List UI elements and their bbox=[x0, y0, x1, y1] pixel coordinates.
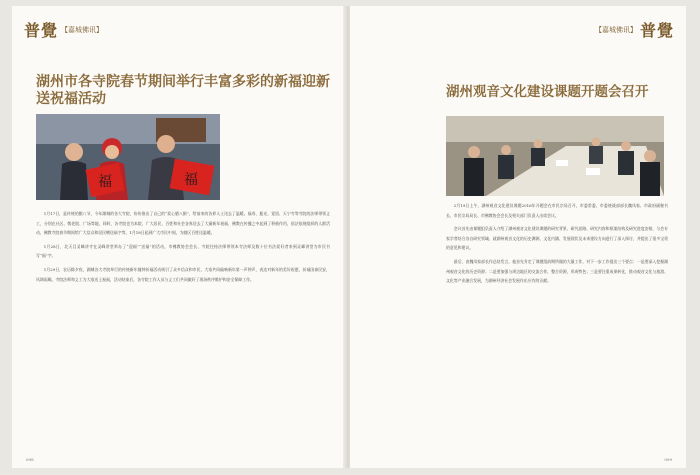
right-paragraph: 最后，由魏凤家部长作总结发言，他首先肯定了课题组前期所做的大量工作，对下一步工作提出三个要点：一是要深入挖掘湖州观音文化的历史资源；二是要加强与周边地区的交流合作，整合资源，形成特色；三是要注重成果转化，推动观音文化与旅游、文化等产业融合发展，为湖州经济社会发展作出应有的贡献。 bbox=[446, 258, 668, 284]
right-article-photo bbox=[446, 116, 664, 196]
meeting-photo bbox=[446, 116, 664, 196]
right-paragraph: 会议首先由课题组负责人介绍了湖州观音文化建设课题的研究背景、研究思路、研究内容和框架结构及研究进度安排，与会专家学者结合各自研究领域，就湖州观音文化的历史渊源、文化内涵、发展现状及未来建设方向进行了深入探讨，并提出了很多宝贵的意见和建议。 bbox=[446, 226, 668, 251]
right-page bbox=[350, 6, 686, 468]
right-article-title: 湖州观音文化建设课题开题会召开 bbox=[446, 84, 649, 100]
right-column-tag: 【嘉城佛讯】 bbox=[594, 25, 637, 34]
svg-text:福: 福 bbox=[184, 172, 198, 188]
left-article-body bbox=[36, 209, 330, 288]
right-logo: 普覺 bbox=[639, 21, 674, 40]
left-header bbox=[24, 18, 103, 41]
left-page bbox=[12, 6, 348, 468]
spring-festival-photo bbox=[36, 114, 220, 200]
left-logo: 普覺 bbox=[24, 21, 59, 40]
left-paragraph: 1月17日，是传统的腊八节，今年湖城的各大寺院，纷纷推出了自己的“爱心腊八粥”，给前来的各界人士送去了温暖。福寿、慈光、觉悟、天宁寺等寺院的法师带领义工，分别在社区、敬老院、广场等地，同时，各寺院也为本院、广大居民、百姓和社会各界送去了大量新年祝福，佛教在传播之中起到了积极作用，依法依规组织的人群活动，佛教寺院春节期间给广大信众和居民赠送福字等，1月18日起到广大市民中间，为辖区百姓送温暖。 bbox=[36, 211, 330, 236]
left-page-number: 098 bbox=[26, 457, 34, 462]
right-header bbox=[595, 18, 674, 41]
left-article-photo bbox=[36, 114, 220, 200]
right-paragraph: 2月19日上午，湖州观音文化建设课题2016年开题会在市民宗局召开，市委常委、市委统战部部长魏凤家、市政府副秘书长、市民宗局局长、市佛教协会会长及相关部门负责人出席会议。 bbox=[446, 203, 668, 218]
svg-text:福: 福 bbox=[98, 174, 112, 190]
left-paragraph: 1月28日，北天目灵峰讲寺在灵峰讲堂举办了“迎福”“送福”的活动，市佛教协会会长、寺院住持法师带领本寺法师及数十位书法爱好者来到灵峰讲堂为市民书写“福”字。 bbox=[36, 243, 330, 259]
left-article-title: 湖州市各寺院春节期间举行丰富多彩的新福迎新送祝福活动 bbox=[36, 74, 330, 107]
right-article-body bbox=[446, 201, 668, 290]
left-column-tag: 【嘉城佛讯】 bbox=[61, 25, 104, 34]
left-paragraph: 1月29日，农历除夕夜，湖城各大寺院举行的传统新年撞钟祈福活动吸引了众多信众和市民，大家共同敲响新年第一声钟声，表达对新年的美好祝愿，祈福国泰民安，风调雨顺。寺院法师和义工为大家送上祝福，活动结束后，各寺院工作人员与义工们共同做好了现场秩序维护和安全保障工作。 bbox=[36, 266, 330, 282]
right-page-number: 099 bbox=[664, 457, 672, 462]
